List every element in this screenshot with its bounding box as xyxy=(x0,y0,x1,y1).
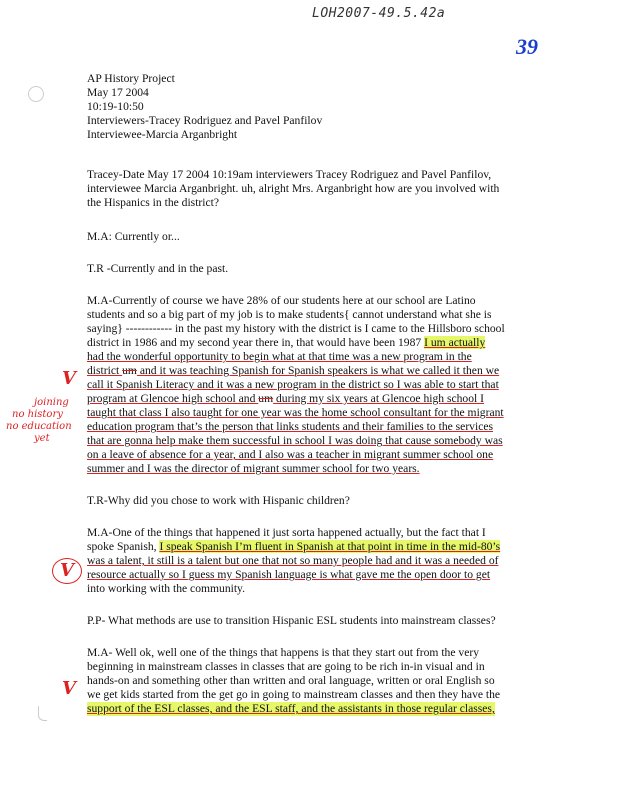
ma2-line-2-highlight: I speak Spanish I’m fluent in Spanish at that point in time in the mid-80’s xyxy=(159,540,501,553)
ma2-line-2-start: spoke Spanish, xyxy=(87,540,160,553)
page-number: 39 xyxy=(516,34,538,59)
header-time: 10:19-10:50 xyxy=(87,100,144,113)
ma3-line-1: M.A- Well ok, well one of the things that happens is that they start out from the very xyxy=(87,646,479,659)
intro-line-1: Tracey-Date May 17 2004 10:19am interviewers Tracey Rodriguez and Pavel Panfilov, xyxy=(87,168,492,181)
ma1-line-11: that are gonna help make them successful in school I was doing that cause somebody was xyxy=(87,434,503,447)
margin-circle-2 xyxy=(52,558,82,584)
margin-roman-1: V xyxy=(62,368,76,389)
ma1-line-12: on a leave of absence for a year, and I also was a teacher in migrant summer school one xyxy=(87,448,494,461)
header-date: May 17 2004 xyxy=(87,86,149,99)
header-project: AP History Project xyxy=(87,72,175,85)
ma3-line-2: beginning in mainstream classes in classes that are going to be rich in-in visual and in xyxy=(87,660,485,673)
ma3-line-5: support of the ESL classes, and the ESL staff, and the assistants in those regular classes, xyxy=(87,702,495,715)
ma1-line-4-text: district in 1986 and my second year there in, that would have been 1987 xyxy=(87,336,425,349)
ma1-line-7: call it Spanish Literacy and it was a new program in the district so I was able to start that xyxy=(87,378,499,391)
ma1-line-5: had the wonderful opportunity to begin what at that time was a new program in the xyxy=(87,350,472,363)
header-interviewers: Interviewers-Tracey Rodriguez and Pavel Panfilov xyxy=(87,114,323,127)
margin-roman-2: V xyxy=(60,560,74,581)
ma3-line-4: we get kids started from the get go in going to mainstream classes and then they have the xyxy=(87,688,501,701)
ma1-line-8-strike: um xyxy=(258,392,274,405)
ma1-line-13: summer and I was the director of migrant summer school for two years. xyxy=(87,462,420,475)
ma2-line-1: M.A-One of the things that happened it just sorta happened actually, but the fact that I xyxy=(87,526,486,539)
ma1-line-1: M.A-Currently of course we have 28% of our students here at our school are Latino xyxy=(87,294,476,307)
ma1-line-9: taught that class I also taught for one year was the home school consultant for the migrant xyxy=(87,406,504,419)
ma1-line-8 xyxy=(87,392,484,406)
ma-currently: M.A: Currently or... xyxy=(87,230,180,243)
ma2-line-5: into working with the community. xyxy=(87,582,246,595)
ma1-line-6 xyxy=(87,364,499,378)
header-interviewee: Interviewee-Marcia Arganbright xyxy=(87,128,238,141)
margin-note-3: no education xyxy=(6,421,72,432)
ma2-line-4: resource actually so I guess my Spanish language is what gave me the open door to get xyxy=(87,568,491,581)
archive-reference: LOH2007-49.5.42a xyxy=(312,6,446,21)
ma3-line-3: hands-on and something other than written and oral language, written or oral English so xyxy=(87,674,495,687)
margin-note-2: no history xyxy=(12,409,63,420)
margin-note-4: yet xyxy=(34,433,50,444)
intro-line-3: the Hispanics in the district? xyxy=(87,196,220,209)
scan-mark-bottom xyxy=(38,706,47,721)
ma1-line-6-end: and it was teaching Spanish for Spanish speakers is what we called it then we xyxy=(136,364,500,377)
ma1-line-10: education program that’s the person that links students and their families to the services xyxy=(87,420,494,433)
tr-currently: T.R -Currently and in the past. xyxy=(87,262,229,275)
ma1-line-4-highlight: I um actually xyxy=(424,336,486,349)
tr-why: T.R-Why did you chose to work with Hispanic children? xyxy=(87,494,350,507)
pp-methods: P.P- What methods are use to transition Hispanic ESL students into mainstream classes? xyxy=(87,614,496,627)
margin-note-1: joining xyxy=(34,397,69,408)
ma1-line-4 xyxy=(87,336,485,350)
ma1-line-3: saying} ------------ in the past my history with the district is I came to the Hillsboro school xyxy=(87,322,505,335)
ma2-line-3: was a talent, it still is a talent but one that not so many people had and it was a needed of xyxy=(87,554,499,567)
ma1-line-2: students and so a big part of my job is to make students{ cannot understand what she is xyxy=(87,308,492,321)
ma1-line-8-start: program at Glencoe high school and xyxy=(87,392,259,405)
ma1-line-8-end: during my six years at Glencoe high school I xyxy=(273,392,485,405)
ma1-line-6-strike: um xyxy=(122,364,137,377)
intro-line-2: interviewee Marcia Arganbright. uh, alright Mrs. Arganbright how are you involved with xyxy=(87,182,500,195)
ma2-line-2 xyxy=(87,540,500,554)
ma1-line-6-start: district xyxy=(87,364,123,377)
scan-mark-top xyxy=(28,86,44,102)
margin-roman-3: V xyxy=(62,678,76,699)
